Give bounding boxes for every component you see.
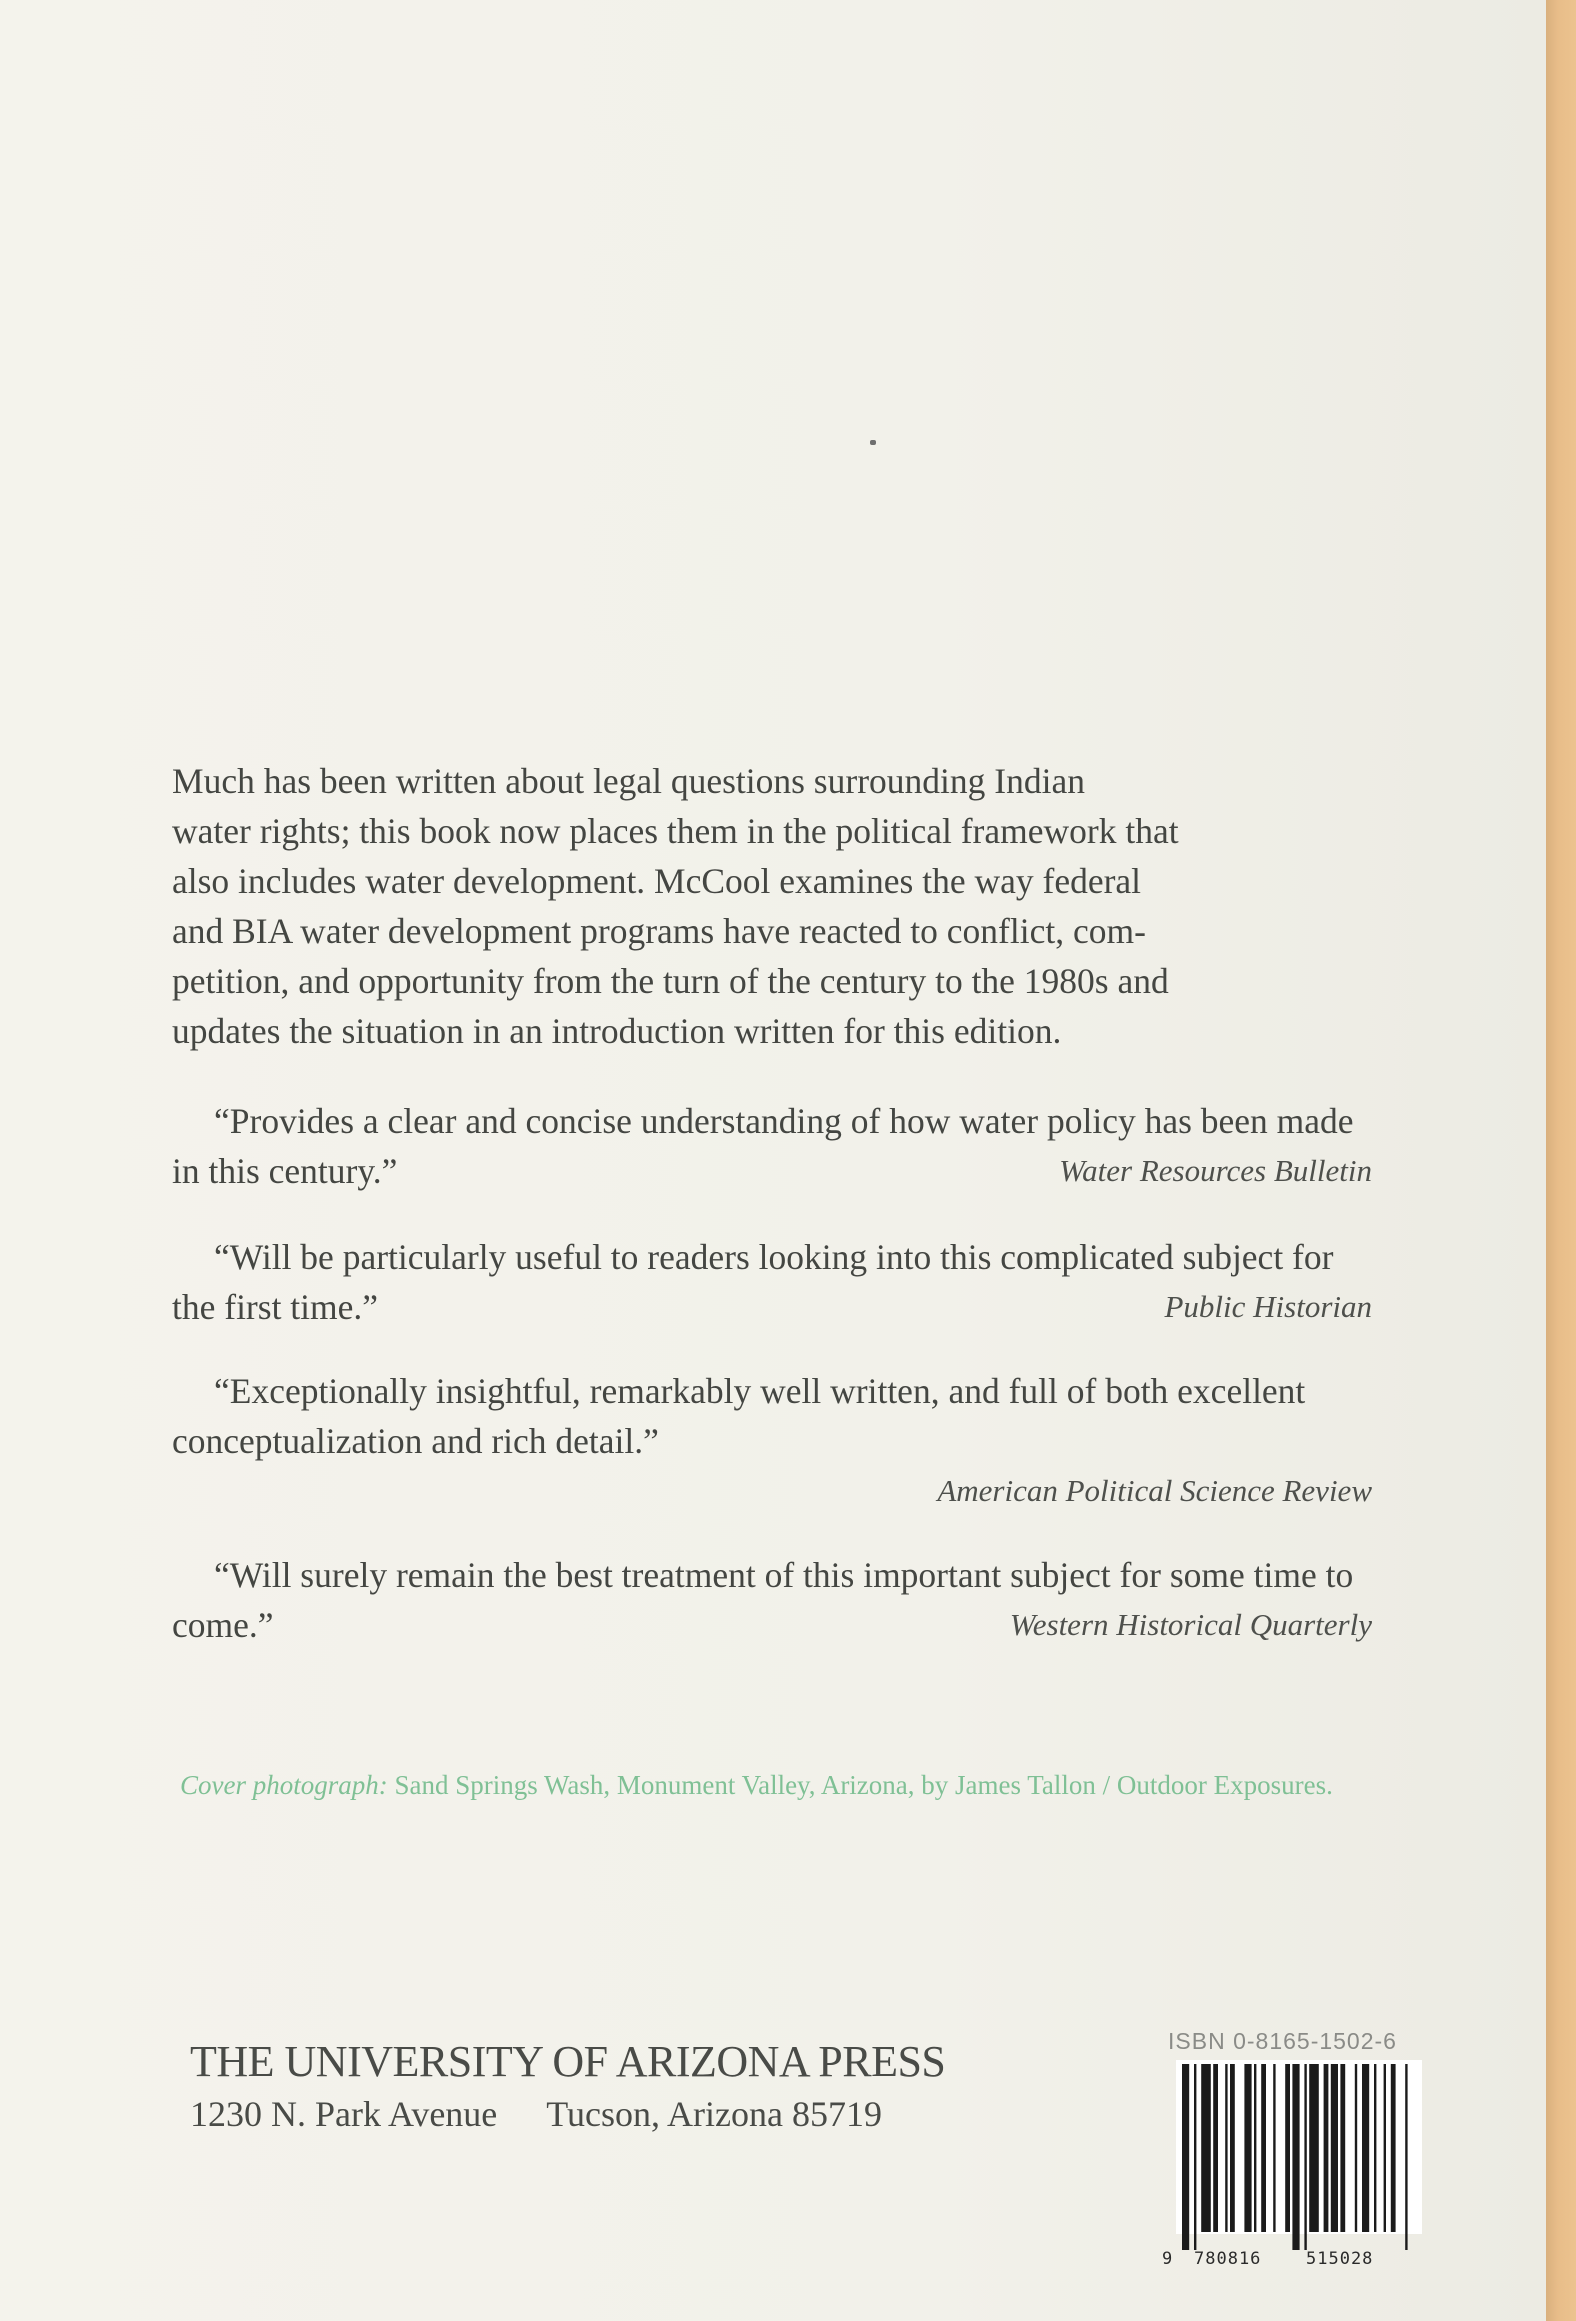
barcode-bar <box>1285 2064 1290 2232</box>
barcode-bar <box>1244 2064 1251 2232</box>
barcode-bar <box>1304 2064 1306 2250</box>
barcode-bar <box>1405 2064 1407 2250</box>
review-source: Western Historical Quarterly <box>1009 1607 1372 1642</box>
review-source: Water Resources Bulletin <box>1059 1153 1372 1188</box>
barcode-bar <box>1362 2064 1369 2232</box>
review-source: American Political Science Review <box>937 1473 1372 1508</box>
review-quote: “Will surely remain the best treatment of this important subject for some time to come.” <box>172 1555 1354 1645</box>
review-quote: “Will be particularly useful to readers looking into this complicated subject for the first time.” <box>172 1237 1334 1327</box>
barcode-bar <box>1292 2064 1299 2250</box>
barcode-graphic <box>1160 2060 1430 2266</box>
barcode-bar <box>1355 2064 1357 2232</box>
barcode-bar <box>1254 2064 1256 2232</box>
book-spine-edge <box>1546 0 1576 2321</box>
review-source: Public Historian <box>1164 1289 1372 1324</box>
barcode-right-digits: 515028 <box>1306 2249 1374 2266</box>
description-line: petition, and opportunity from the turn of the century to the 1980s and <box>172 961 1169 1001</box>
cover-credit-text: Sand Springs Wash, Monument Valley, Arizona, by James Tallon / Outdoor Exposures. <box>394 1770 1333 1800</box>
barcode-bar <box>1261 2064 1266 2232</box>
barcode-bar <box>1273 2064 1275 2232</box>
cover-credit-label: Cover photograph: <box>180 1770 388 1800</box>
barcode-bar <box>1374 2064 1376 2232</box>
barcode-bar <box>1324 2064 1329 2232</box>
publisher-address <box>190 2090 945 2138</box>
review-1 <box>172 1096 1372 1196</box>
barcode-bar <box>1213 2064 1218 2232</box>
barcode-bar <box>1340 2064 1345 2232</box>
isbn-label: ISBN 0-8165-1502-6 <box>1168 2028 1397 2054</box>
barcode-bar <box>1225 2064 1227 2232</box>
barcode-bar <box>1230 2064 1235 2232</box>
publisher-block <box>190 2034 945 2138</box>
review-3 <box>172 1366 1372 1516</box>
book-description <box>172 756 1372 1056</box>
review-quote: “Exceptionally insightful, remarkably well written, and full of both excellent conceptualization and rich detail.” <box>172 1371 1306 1461</box>
publisher-street: 1230 N. Park Avenue <box>190 2094 498 2134</box>
barcode-bar <box>1182 2064 1189 2250</box>
review-2 <box>172 1232 1372 1332</box>
description-line: Much has been written about legal questions surrounding Indian <box>172 761 1085 801</box>
barcode-bar <box>1384 2064 1386 2232</box>
barcode-bar <box>1194 2064 1196 2250</box>
publisher-name: THE UNIVERSITY OF ARIZONA PRESS <box>190 2037 946 2086</box>
description-line: water rights; this book now places them in the political framework that <box>172 811 1179 851</box>
review-4 <box>172 1550 1372 1650</box>
description-line: and BIA water development programs have reacted to conflict, com- <box>172 911 1146 951</box>
barcode-bar <box>1391 2064 1396 2232</box>
cover-photo-credit <box>180 1764 1380 1806</box>
barcode <box>1160 2060 1430 2266</box>
barcode-bar <box>1201 2064 1211 2232</box>
barcode-lead-digit: 9 <box>1162 2249 1173 2266</box>
barcode-left-digits: 780816 <box>1194 2249 1262 2266</box>
description-line: also includes water development. McCool examines the way federal <box>172 861 1142 901</box>
review-quote: “Provides a clear and concise understanding of how water policy has been made in this century.” <box>172 1101 1354 1191</box>
description-line: updates the situation in an introduction written for this edition. <box>172 1011 1062 1051</box>
publisher-city: Tucson, Arizona 85719 <box>546 2094 882 2134</box>
barcode-bar <box>1309 2064 1319 2232</box>
barcode-bar <box>1331 2064 1338 2232</box>
paper-speck <box>870 440 876 445</box>
